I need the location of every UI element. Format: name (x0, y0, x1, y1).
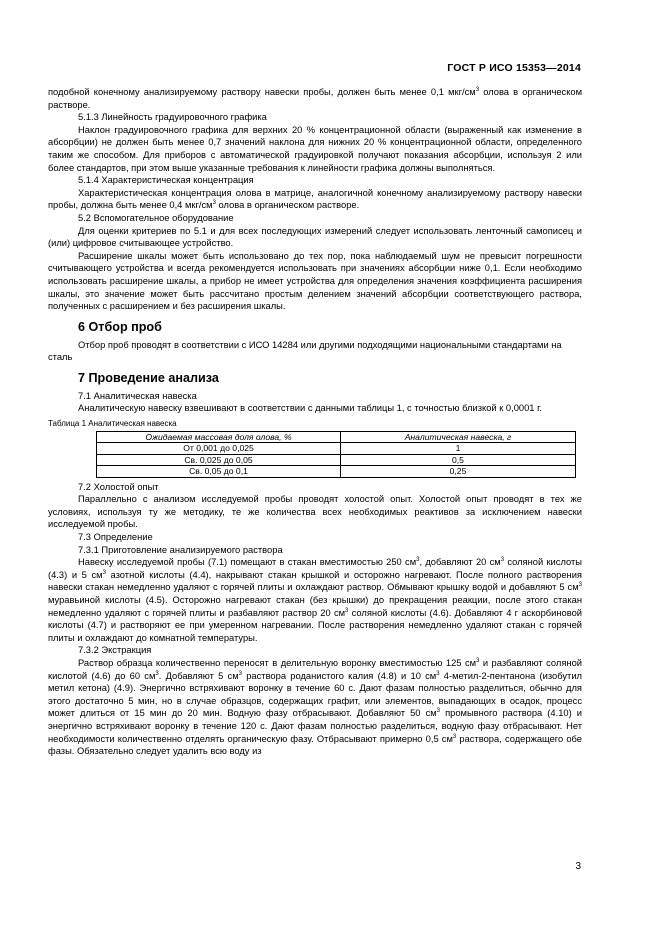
table-header-cell: Ожидаемая массовая доля олова, % (97, 432, 341, 443)
page-content (48, 86, 582, 758)
subsection-heading: 7.2 Холостой опыт (78, 481, 159, 492)
subsection-heading: 7.3 Определение (78, 532, 153, 543)
table-cell: 1 (341, 443, 576, 454)
analytical-sample-table (96, 431, 576, 478)
table-caption: Таблица 1 Аналитическая навеска (48, 419, 177, 429)
subsection-heading: 7.1 Аналитическая навеска (78, 390, 197, 401)
table-cell: 0,25 (341, 466, 576, 477)
section-heading-7: 7 Проведение анализа (78, 370, 219, 385)
table-header-cell: Аналитическая навеска, г (341, 432, 576, 443)
table-cell: От 0,001 до 0,025 (97, 443, 341, 454)
paragraph: Характеристическая концентрация олова в матрице, аналогичной конечному анализируемому раствору навески пробы, должна быть менее 0,4 мкг/$см^3$ олова в органическом растворе. (48, 187, 582, 211)
section-heading-6: 6 Отбор проб (78, 319, 162, 334)
paragraph: Аналитическую навеску взвешивают в соответствии с данными таблицы 1, с точностью близкой к 0,0001 г. (78, 403, 542, 414)
paragraph: Навеску исследуемой пробы (7.1) помещают в стакан вместимостью 250 $см^3$, добавляют 20 $см^3$ соляной кислоты (4.3) и 5 $см^3$ азотной кислоты (4.4), накрывают стакан крышкой и осторожно нагревают. После полного растворения навески стакан немедленно удаляют с горячей плиты и охлаждают раствор. Обмывают крышку водой и добавляют 5 $см^3$ муравьиной кислоты (4.5). Осторожно нагревают стакан (без крышки) до прекращения реакции, после этого стакан немедленно удаляют с горячей плиты и разбавляют раствор 20 $см^3$ соляной кислоты (4.6). Добавляют 4 г аскорбиновой кислоты (4.7) и растворяют ее при умеренном нагревании. После растворения немедленно удаляют стакан с горячей плиты и охлаждают до комнатной температуры. (48, 557, 582, 643)
table-header-row (97, 432, 576, 443)
table-row (97, 466, 576, 477)
subsection-heading: 5.2 Вспомогательное оборудование (78, 212, 234, 223)
paragraph: Раствор образца количественно переносят в делительную воронку вместимостью 125 $см^3$ и разбавляют соляной кислотой (4.6) до 60 $см^3$. Добавляют 5 $см^3$ раствора роданистого калия (4.8) и 10 $см^3$ 4-метил-2-пентанона (изобутил метил кетона) (4.9). Энергично встряхивают воронку в течение 60 с. Дают фазам полностью разделиться, обычно для этого достаточно 5 мин, но в случае образцов, содержащих графит, или элементов, выпадающих в осадок, процесс может длиться от 15 мин до 20 мин. Водную фазу отбрасывают. Добавляют 50 $см^3$ промывного раствора (4.10) и энергично встряхивают воронку в течение 120 с. Дают фазам полностью разделиться, водную фазу отбрасывают. Нет необходимости количественно отделять органическую фазу. Отбрасывают примерно 0,5 $см^3$ раствора, содержащего обе фазы. Обязательно следует удалить всю воду из (48, 657, 583, 757)
subsection-heading: 5.1.3 Линейность градуировочного графика (78, 112, 267, 123)
paragraph: подобной конечному анализируемому раствору навески пробы, должен быть менее 0,1 мкг/$см^3$ олова в органическом растворе. (48, 86, 583, 110)
table-cell: Св. 0,05 до 0,1 (97, 466, 341, 477)
table-row (97, 454, 576, 465)
paragraph: Для оценки критериев по 5.1 и для всех последующих измерений следует использовать ленточный самописец и (или) цифровое считывающее устройство. (48, 225, 582, 249)
paragraph: Параллельно с анализом исследуемой пробы проводят холостой опыт. Холостой опыт проводят в тех же условиях, используя ту же методику, те же количества всех необходимых реактивов за исключением навески исследуемой пробы. (48, 494, 582, 530)
paragraph: Наклон градуировочного графика для верхних 20 % концентрационной области (выраженный как изменение в абсорбции) не должен быть менее 0,7 значений наклона для нижних 20 % концентрационной области, определенного таким же способом. Для приборов с автоматической градуировкой получают показания абсорбции, используя 2 или более стандартов, при этом выше указанные требования к линейности графика должны выполняться. (48, 124, 582, 173)
subsection-heading: 7.3.1 Приготовление анализируемого раствора (78, 544, 283, 555)
table-cell: Св. 0,025 до 0,05 (97, 454, 341, 465)
document-header: ГОСТ Р ИСО 15353—2014 (447, 62, 581, 74)
paragraph: Расширение шкалы может быть использовано до тех пор, пока наблюдаемый шум не превысит погрешности считывающего устройства и всегда рекомендуется использовать при значениях абсорбции ниже 0,1. Если необходимо использовать расширение шкалы, а прибор не имеет устройства для определения значения коэффициента расширения шкалы, это значение может быть рассчитано простым делением значений абсорбции соответствующего раствора, полученных с расширением и без расширения шкалы. (48, 250, 582, 312)
table-cell: 0,5 (341, 454, 576, 465)
paragraph: Отбор проб проводят в соответствии с ИСО 14284 или другими подходящими национальными стандартами на сталь (48, 339, 562, 363)
table-row (97, 443, 576, 454)
subsection-heading: 5.1.4 Характеристическая концентрация (78, 175, 254, 186)
subsection-heading: 7.3.2 Экстракция (78, 645, 152, 656)
page-number: 3 (575, 861, 581, 872)
